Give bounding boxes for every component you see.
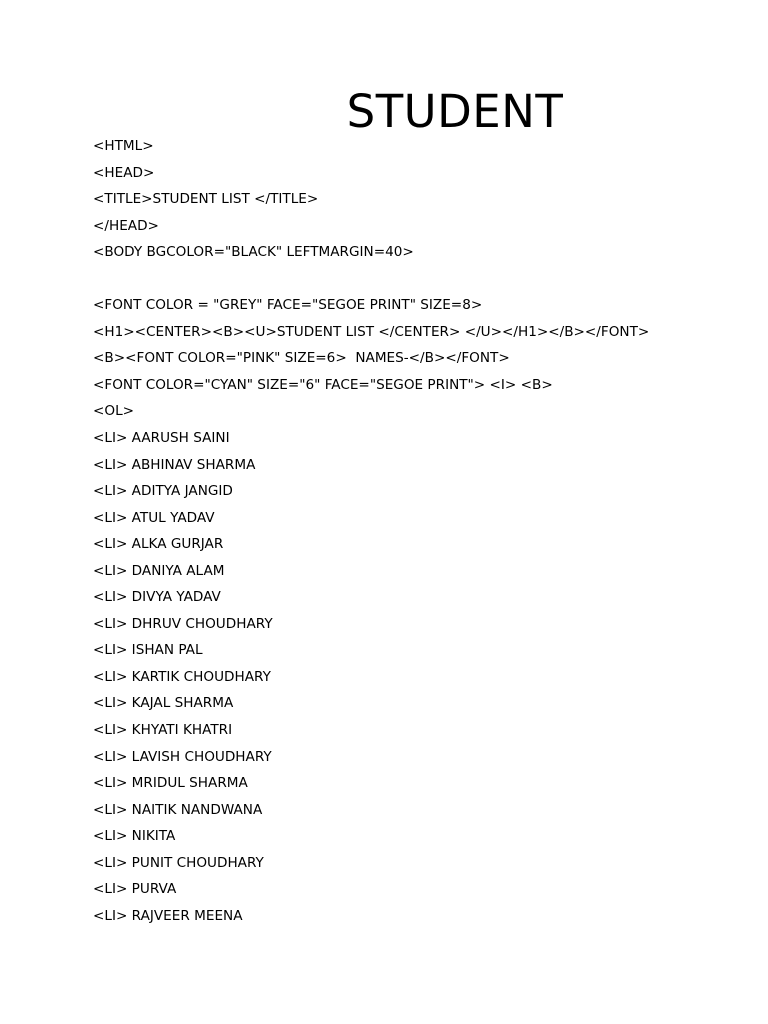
code-line: <BODY BGCOLOR="BLACK" LEFTMARGIN=40> xyxy=(93,244,414,261)
list-item-line: <LI> ABHINAV SHARMA xyxy=(93,456,256,473)
list-item-line: <LI> RAJVEER MEENA xyxy=(93,907,243,924)
code-line: <FONT COLOR = "GREY" FACE="SEGOE PRINT" SIZE=8> xyxy=(93,297,483,314)
list-item-line: <LI> ADITYA JANGID xyxy=(93,483,233,500)
list-item-line: <LI> AARUSH SAINI xyxy=(93,430,230,447)
list-item-line: <LI> DIVYA YADAV xyxy=(93,589,221,606)
code-line: <HEAD> xyxy=(93,164,155,181)
code-listing xyxy=(93,133,753,929)
code-line: <FONT COLOR="CYAN" SIZE="6" FACE="SEGOE PRINT"> <I> <B> xyxy=(93,376,553,393)
list-item-line: <LI> PUNIT CHOUDHARY xyxy=(93,854,264,871)
code-line: <HTML> xyxy=(93,138,154,154)
code-line: </HEAD> xyxy=(93,217,159,234)
list-item-line: <LI> KAJAL SHARMA xyxy=(93,695,234,712)
list-item-line: <LI> NIKITA xyxy=(93,828,176,845)
code-line: <TITLE>STUDENT LIST </TITLE> xyxy=(93,191,319,208)
blank-line xyxy=(93,266,753,293)
list-item-line: <LI> DHRUV CHOUDHARY xyxy=(93,615,273,632)
list-item-line: <LI> NAITIK NANDWANA xyxy=(93,801,263,818)
list-item-line: <LI> ALKA GURJAR xyxy=(93,536,224,553)
document-title: STUDENT xyxy=(346,85,564,138)
list-item-line: <LI> DANIYA ALAM xyxy=(93,562,225,579)
list-item-line: <LI> LAVISH CHOUDHARY xyxy=(93,748,272,765)
list-item-line: <LI> ATUL YADAV xyxy=(93,509,215,526)
code-line: <OL> xyxy=(93,403,135,420)
list-item-line: <LI> PURVA xyxy=(93,881,177,898)
code-line: <B><FONT COLOR="PINK" SIZE=6> NAMES-</B></FONT> xyxy=(93,350,510,367)
list-item-line: <LI> KARTIK CHOUDHARY xyxy=(93,668,271,685)
list-item-line: <LI> ISHAN PAL xyxy=(93,642,203,659)
list-item-line: <LI> KHYATI KHATRI xyxy=(93,722,233,739)
code-line: <H1><CENTER><B><U>STUDENT LIST </CENTER> </U></H1></B></FONT> xyxy=(93,323,650,340)
list-item-line: <LI> MRIDUL SHARMA xyxy=(93,775,248,792)
